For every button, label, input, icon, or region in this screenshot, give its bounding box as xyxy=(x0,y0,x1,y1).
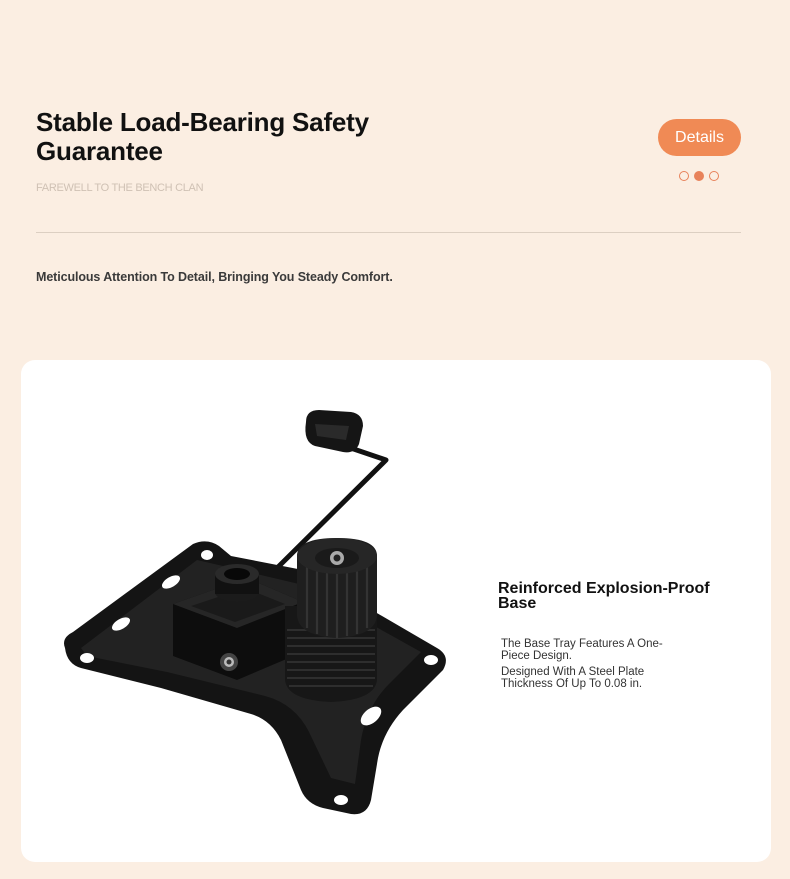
carousel-dot-3[interactable] xyxy=(709,171,719,181)
page-title: Stable Load-Bearing Safety Guarantee xyxy=(36,107,369,166)
feature-description-2: Designed With A Steel Plate Thickness Of Up To 0.08 in. xyxy=(501,666,645,690)
details-button[interactable]: Details xyxy=(658,119,741,156)
section-tagline: Meticulous Attention To Detail, Bringing You Steady Comfort. xyxy=(36,270,393,284)
feature-title: Reinforced Explosion-Proof Base xyxy=(498,580,710,612)
carousel-dot-1[interactable] xyxy=(679,171,689,181)
feature-description-1: The Base Tray Features A One-Piece Design. xyxy=(501,638,663,662)
carousel-dot-2[interactable] xyxy=(694,171,704,181)
chair-tilt-mechanism-image xyxy=(41,380,461,820)
page-subtitle: FAREWELL TO THE BENCH CLAN xyxy=(36,182,204,194)
carousel-indicator xyxy=(679,171,719,181)
feature-card xyxy=(21,360,771,862)
section-divider xyxy=(36,232,741,233)
